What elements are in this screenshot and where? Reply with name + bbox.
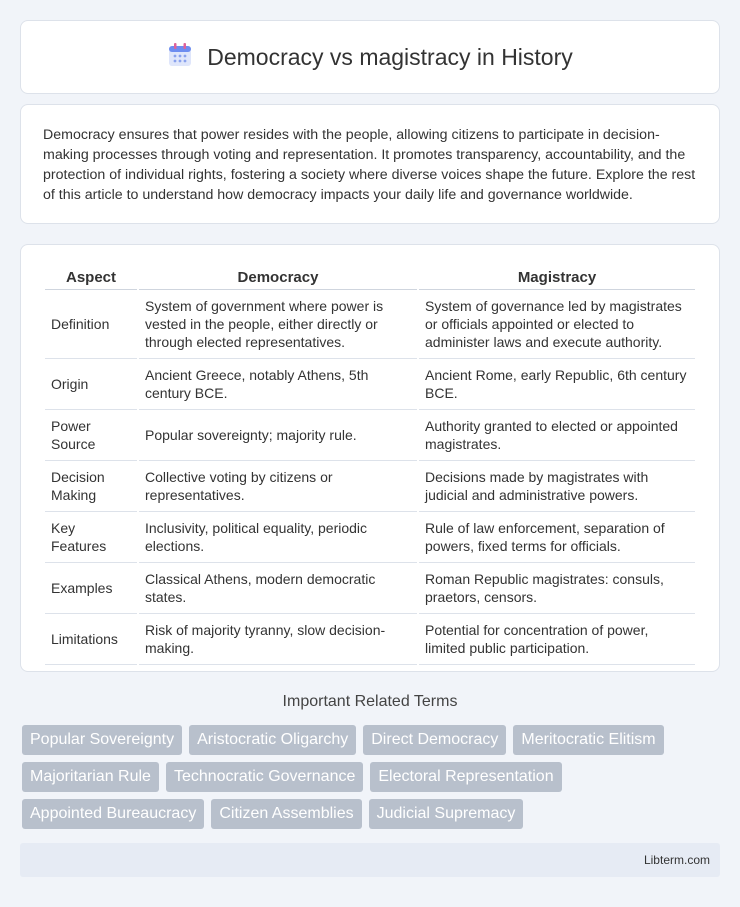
tag-meritocratic-elitism[interactable]: Meritocratic Elitism xyxy=(513,725,663,755)
comparison-table xyxy=(43,265,697,665)
row-aspect: Definition xyxy=(45,290,137,359)
row-aspect: Key Features xyxy=(45,512,137,563)
row-aspect: Origin xyxy=(45,359,137,410)
footer xyxy=(20,843,720,877)
table-row xyxy=(45,563,695,614)
table-row xyxy=(45,512,695,563)
row-democracy: System of government where power is vested in the people, either directly or through elected representatives. xyxy=(139,290,417,359)
row-aspect: Examples xyxy=(45,563,137,614)
row-magistracy: System of governance led by magistrates or officials appointed or elected to administer laws and execute authority. xyxy=(419,290,695,359)
table-header-row xyxy=(45,265,695,290)
row-democracy: Collective voting by citizens or representatives. xyxy=(139,461,417,512)
row-aspect: Power Source xyxy=(45,410,137,461)
table-row xyxy=(45,359,695,410)
row-magistracy: Ancient Rome, early Republic, 6th century BCE. xyxy=(419,359,695,410)
row-democracy: Classical Athens, modern democratic states. xyxy=(139,563,417,614)
table-row xyxy=(45,410,695,461)
related-terms-title: Important Related Terms xyxy=(282,693,458,710)
header-democracy: Democracy xyxy=(139,265,417,290)
table-row xyxy=(45,461,695,512)
calendar-icon xyxy=(167,42,193,73)
row-aspect: Decision Making xyxy=(45,461,137,512)
row-democracy: Inclusivity, political equality, periodic elections. xyxy=(139,512,417,563)
tag-popular-sovereignty[interactable]: Popular Sovereignty xyxy=(22,725,182,755)
header-card xyxy=(20,20,720,94)
table-row xyxy=(45,614,695,665)
header-aspect: Aspect xyxy=(45,265,137,290)
row-magistracy: Rule of law enforcement, separation of powers, fixed terms for officials. xyxy=(419,512,695,563)
table-row xyxy=(45,290,695,359)
tag-direct-democracy[interactable]: Direct Democracy xyxy=(363,725,506,755)
header-magistracy: Magistracy xyxy=(419,265,695,290)
related-tags xyxy=(22,725,722,829)
row-aspect: Limitations xyxy=(45,614,137,665)
intro-text: Democracy ensures that power resides with the people, allowing citizens to participate in decision-making processes through voting and representation. It promotes transparency, accountability, and the protection of individual rights, fostering a society where diverse voices shape the future. Explore the rest of this article to understand how democracy impacts your daily life and governance worldwide. xyxy=(43,127,696,203)
row-magistracy: Roman Republic magistrates: consuls, praetors, censors. xyxy=(419,563,695,614)
row-democracy: Popular sovereignty; majority rule. xyxy=(139,410,417,461)
tag-appointed-bureaucracy[interactable]: Appointed Bureaucracy xyxy=(22,799,204,829)
tag-majoritarian-rule[interactable]: Majoritarian Rule xyxy=(22,762,159,792)
intro-card xyxy=(20,104,720,224)
tag-technocratic-governance[interactable]: Technocratic Governance xyxy=(166,762,363,792)
row-democracy: Ancient Greece, notably Athens, 5th century BCE. xyxy=(139,359,417,410)
row-democracy: Risk of majority tyranny, slow decision-making. xyxy=(139,614,417,665)
table-card xyxy=(20,244,720,672)
tag-citizen-assemblies[interactable]: Citizen Assemblies xyxy=(211,799,361,829)
tag-electoral-representation[interactable]: Electoral Representation xyxy=(370,762,561,792)
row-magistracy: Decisions made by magistrates with judicial and administrative powers. xyxy=(419,461,695,512)
footer-site-link[interactable]: Libterm.com xyxy=(643,853,710,867)
row-magistracy: Potential for concentration of power, limited public participation. xyxy=(419,614,695,665)
row-magistracy: Authority granted to elected or appointed magistrates. xyxy=(419,410,695,461)
tag-aristocratic-oligarchy[interactable]: Aristocratic Oligarchy xyxy=(189,725,356,755)
page-title: Democracy vs magistracy in History xyxy=(207,43,573,70)
tag-judicial-supremacy[interactable]: Judicial Supremacy xyxy=(369,799,524,829)
title-wrap xyxy=(167,42,573,73)
